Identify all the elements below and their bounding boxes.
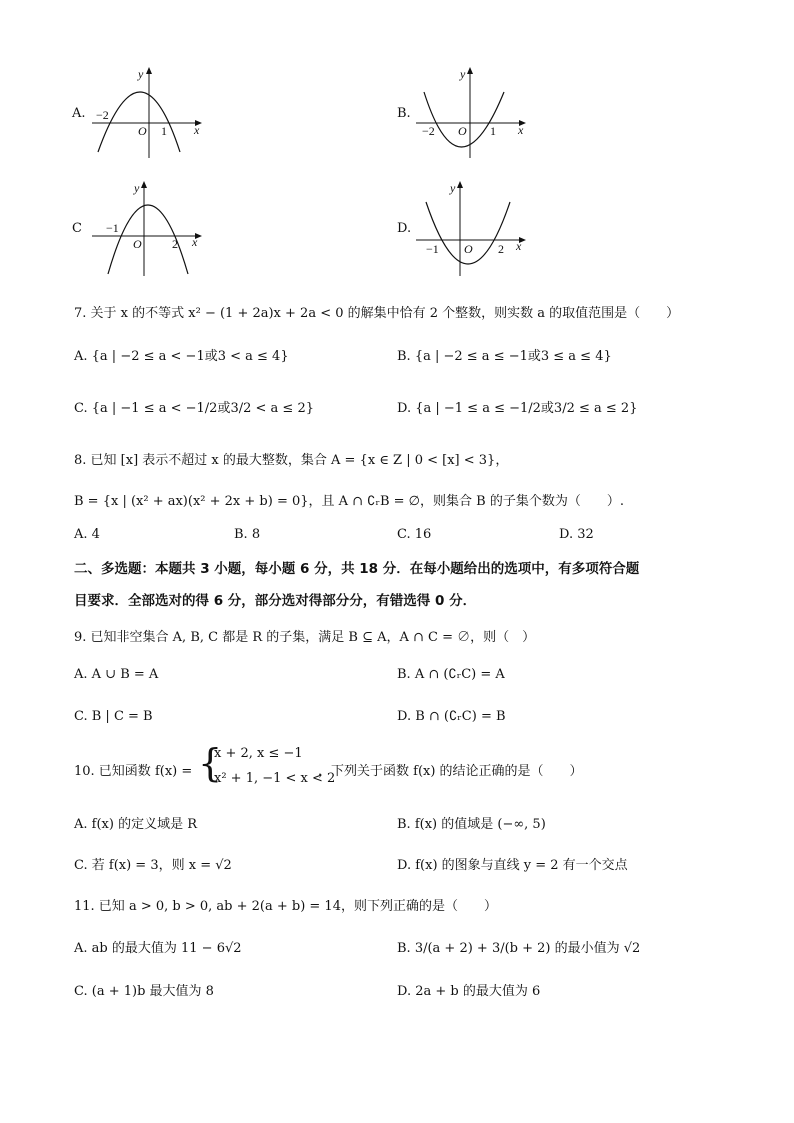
svg-text:1: 1 (490, 124, 496, 138)
svg-text:2: 2 (172, 237, 178, 251)
q8-option-d: D. 32 (559, 527, 594, 542)
q8-option-a: A. 4 (74, 527, 100, 542)
svg-text:−2: −2 (422, 124, 435, 138)
q11-option-a: A. ab 的最大值为 11 − 6√2 (74, 941, 242, 956)
svg-text:2: 2 (498, 242, 504, 256)
graph-d (412, 176, 532, 280)
svg-text:x: x (518, 123, 524, 137)
svg-text:y: y (460, 67, 466, 81)
q11-option-d: D. 2a + b 的最大值为 6 (397, 984, 541, 999)
svg-text:O: O (133, 237, 142, 251)
svg-text:−1: −1 (426, 242, 439, 256)
q8-option-c: C. 16 (397, 527, 432, 542)
q9-stem: 9. 已知非空集合 A, B, C 都是 R 的子集，满足 B ⊆ A，A ∩ C = ∅，则（ ） (74, 630, 536, 645)
q10-stem-suffix: ，下列关于函数 f(x) 的结论正确的是（ ） (318, 764, 583, 779)
q9-option-c: C. B | C = B (74, 709, 153, 724)
q10-option-b: B. f(x) 的值域是 (−∞, 5) (397, 817, 546, 832)
graph-c-label: C (72, 221, 82, 236)
q9-option-d: D. B ∩ (∁ᵣC) = B (397, 709, 506, 724)
q8-stem-line1: 8. 已知 [x] 表示不超过 x 的最大整数，集合 A = {x ∈ Z | 0 < [x] < 3}， (74, 453, 509, 468)
svg-text:1: 1 (161, 124, 167, 138)
graph-d-label: D. (397, 221, 412, 236)
graph-b (412, 62, 532, 162)
svg-text:−1: −1 (106, 221, 119, 235)
q8-option-b: B. 8 (234, 527, 261, 542)
graph-c (88, 176, 208, 280)
q10-option-c: C. 若 f(x) = 3，则 x = √2 (74, 858, 232, 873)
q11-option-c: C. (a + 1)b 最大值为 8 (74, 984, 214, 999)
svg-text:−2: −2 (96, 108, 109, 122)
q9-option-b: B. A ∩ (∁ᵣC) = A (397, 667, 505, 682)
svg-text:O: O (138, 124, 147, 138)
q10-stem-prefix: 10. 已知函数 f(x) = (74, 764, 193, 779)
q7-option-c: C. {a | −1 ≤ a < −1/2或3/2 < a ≤ 2} (74, 401, 314, 416)
svg-text:x: x (194, 123, 200, 137)
svg-text:y: y (450, 181, 456, 195)
svg-text:x: x (516, 239, 522, 253)
graph-a (88, 62, 208, 162)
svg-text:x: x (192, 235, 198, 249)
section-2-heading-line2: 目要求．全部选对的得 6 分，部分选对得部分分，有错选得 0 分． (74, 593, 477, 609)
svg-text:y: y (134, 181, 140, 195)
q8-stem-line2: B = {x | (x² + ax)(x² + 2x + b) = 0}，且 A ∩ ∁ᵣB = ∅，则集合 B 的子集个数为（ ）. (74, 494, 624, 509)
q10-option-d: D. f(x) 的图象与直线 y = 2 有一个交点 (397, 858, 628, 873)
q10-case-2: x² + 1, −1 < x < 2 (214, 771, 336, 786)
section-2-heading-line1: 二、多选题：本题共 3 小题，每小题 6 分，共 18 分．在每小题给出的选项中，有多项符合题 (74, 561, 640, 577)
svg-text:O: O (464, 242, 473, 256)
q11-option-b: B. 3/(a + 2) + 3/(b + 2) 的最小值为 √2 (397, 941, 641, 956)
graph-b-label: B. (397, 106, 411, 121)
q9-option-a: A. A ∪ B = A (74, 667, 159, 682)
graph-a-label: A. (72, 106, 86, 121)
q10-case-1: x + 2, x ≤ −1 (214, 746, 303, 761)
q10-brace: { (198, 741, 223, 785)
q7-stem: 7. 关于 x 的不等式 x² − (1 + 2a)x + 2a < 0 的解集中恰有 2 个整数，则实数 a 的取值范围是（ ） (74, 306, 680, 321)
q7-option-d: D. {a | −1 ≤ a ≤ −1/2或3/2 ≤ a ≤ 2} (397, 401, 638, 416)
q7-option-b: B. {a | −2 ≤ a ≤ −1或3 ≤ a ≤ 4} (397, 349, 612, 364)
q11-stem: 11. 已知 a > 0, b > 0, ab + 2(a + b) = 14，则下列正确的是（ ） (74, 899, 497, 914)
svg-text:O: O (458, 124, 467, 138)
q10-option-a: A. f(x) 的定义域是 R (74, 817, 197, 832)
q7-option-a: A. {a | −2 ≤ a < −1或3 < a ≤ 4} (74, 349, 289, 364)
svg-text:y: y (138, 67, 144, 81)
